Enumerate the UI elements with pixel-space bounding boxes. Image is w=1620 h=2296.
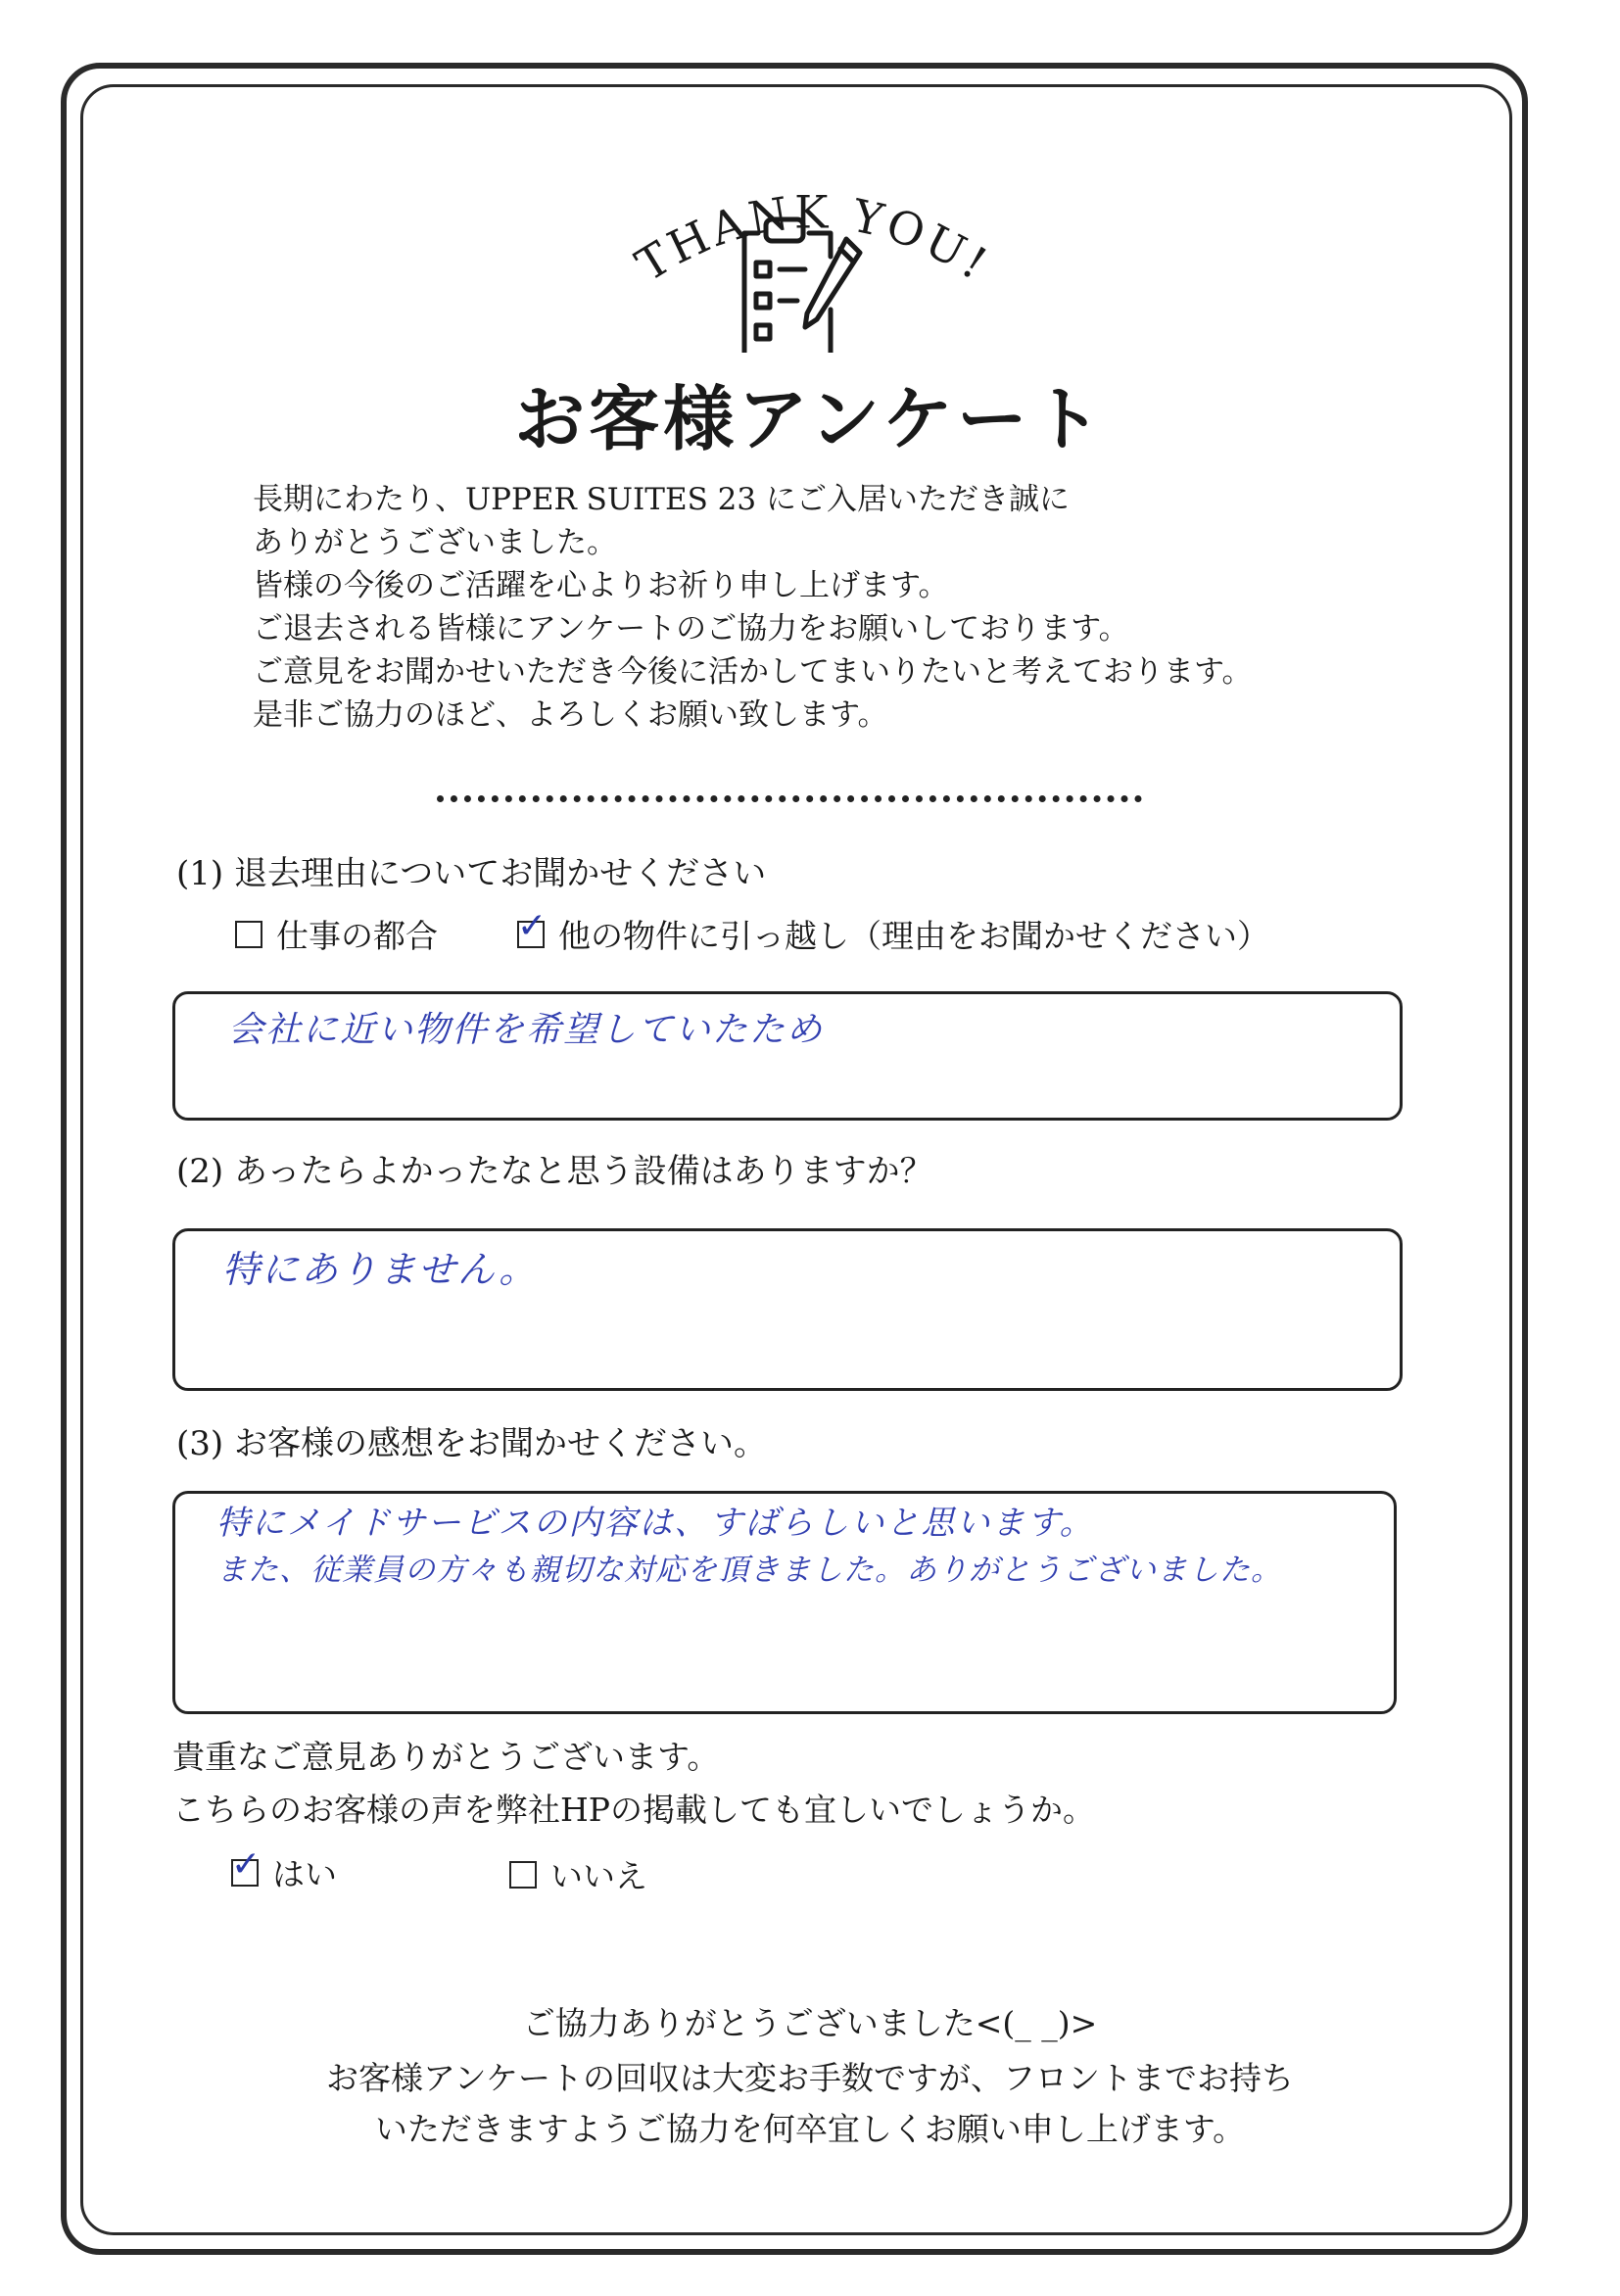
thank-you-text: THANK YOU! — [626, 185, 1000, 292]
intro-line: ご退去される皆様にアンケートのご協力をお願いしております。 — [253, 611, 1129, 646]
header-emblem — [548, 98, 1077, 353]
checkmark-icon: ✓ — [517, 905, 548, 946]
closing-thanks: ご協力ありがとうございました<(_ _)> — [522, 2004, 1098, 2042]
q3-label: (3) お客様の感想をお聞かせください。 — [176, 1424, 767, 1463]
checkbox-no[interactable] — [509, 1861, 537, 1889]
page-title: お客様アンケート — [514, 377, 1106, 460]
q2-answer: 特にありません。 — [222, 1248, 539, 1291]
consent-no-option[interactable] — [509, 1851, 647, 1897]
intro-line: 皆様の今後のご活躍を心よりお祈り申し上げます。 — [253, 568, 949, 603]
closing-line: お客様アンケートの回収は大変お手数ですが、フロントまでお持ち — [325, 2059, 1295, 2097]
intro-line: ありがとうございました。 — [253, 525, 617, 560]
consent-yes-label: はい — [272, 1855, 337, 1893]
q3-answer-line: 特にメイドサービスの内容は、すばらしいと思います。 — [216, 1504, 1095, 1543]
q1-label: (1) 退去理由についてお聞かせください — [176, 854, 767, 893]
checkbox-move[interactable] — [517, 905, 548, 948]
checkbox-work[interactable] — [235, 921, 262, 948]
intro-text — [253, 478, 1253, 737]
q1-answer: 会社に近い物件を希望していたため — [228, 1010, 825, 1050]
consent-thanks: 貴重なご意見ありがとうございます。 — [172, 1738, 720, 1776]
consent-question: こちらのお客様の声を弊社HPの掲載しても宜しいでしょうか。 — [172, 1791, 1095, 1829]
checkbox-yes[interactable] — [231, 1843, 262, 1887]
q1-option-label: 他の物件に引っ越し（理由をお聞かせください） — [558, 917, 1269, 955]
q3-answer-line: また、従業員の方々も親切な対応を頂きました。ありがとうございました。 — [216, 1553, 1282, 1588]
dotted-divider — [437, 795, 1142, 802]
consent-no-label: いいえ — [550, 1857, 647, 1895]
intro-line: ご意見をお聞かせいただき今後に活かしてまいりたいと考えております。 — [253, 654, 1253, 690]
q1-answer-box[interactable] — [172, 991, 1403, 1121]
consent-yes-option[interactable] — [231, 1843, 337, 1895]
intro-line: 是非ご協力のほど、よろしくお願い致します。 — [253, 697, 888, 733]
q1-option-work[interactable] — [235, 911, 438, 957]
q2-answer-box[interactable] — [172, 1228, 1403, 1391]
q2-label: (2) あったらよかったなと思う設備はありますか？ — [176, 1152, 933, 1191]
q3-answer-box[interactable] — [172, 1491, 1397, 1714]
closing-line: いただきますようご協力を何卒宜しくお願い申し上げます。 — [374, 2110, 1246, 2148]
q1-option-label: 仕事の都合 — [276, 917, 438, 955]
checkmark-icon: ✓ — [231, 1843, 262, 1885]
q1-option-move[interactable] — [517, 905, 1269, 957]
intro-line: 長期にわたり、UPPER SUITES 23 にご入居いただき誠に — [253, 482, 1070, 517]
